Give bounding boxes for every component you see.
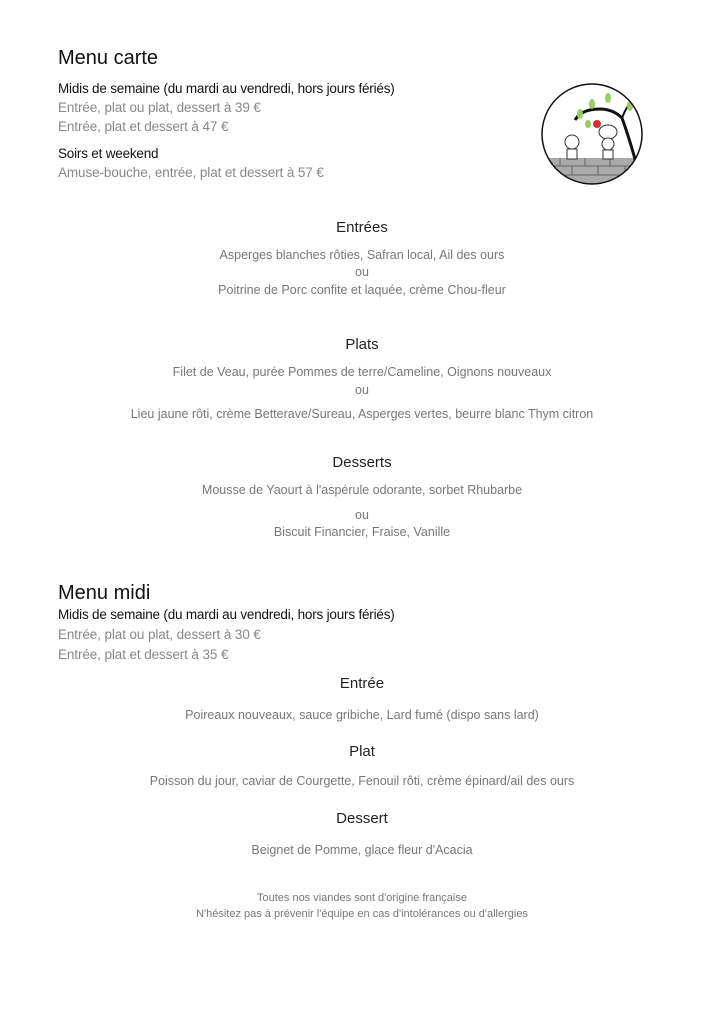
heading-desserts: Desserts: [332, 454, 392, 471]
heading-dessert: Dessert: [336, 810, 388, 827]
menu-item: Filet de Veau, purée Pommes de terre/Cameline, Oignons nouveaux: [172, 365, 552, 379]
heading-plat: Plat: [349, 743, 375, 760]
menu-item: Beignet de Pomme, glace fleur d'Acacia: [251, 843, 473, 857]
carte-midi-price-1: Entrée, plat ou plat, dessert à 39 €: [58, 100, 261, 115]
carte-soir-label: Soirs et weekend: [58, 146, 159, 161]
carte-midi-label: Midis de semaine (du mardi au vendredi, hors jours fériés): [58, 81, 395, 96]
menu-item-or: ou: [355, 265, 369, 279]
menu-item-or: ou: [355, 383, 369, 397]
restaurant-logo: [530, 80, 654, 188]
menu-midi-title: Menu midi: [58, 582, 151, 604]
menu-item-or: ou: [355, 508, 369, 522]
footer-origin-note: Toutes nos viandes sont d'origine française: [256, 892, 467, 904]
menu-item: Poireaux nouveaux, sauce gribiche, Lard fumé (dispo sans lard): [185, 708, 539, 722]
carte-midi-price-2: Entrée, plat et dessert à 47 €: [58, 119, 229, 134]
midi-label: Midis de semaine (du mardi au vendredi, hors jours fériés): [58, 607, 395, 622]
menu-item: Lieu jaune rôti, crème Betterave/Sureau, Asperges vertes, beurre blanc Thym citron: [130, 407, 594, 421]
midi-price-2: Entrée, plat et dessert à 35 €: [58, 647, 229, 662]
midi-price-1: Entrée, plat ou plat, dessert à 30 €: [58, 627, 261, 642]
menu-item: Poitrine de Porc confite et laquée, crème Chou-fleur: [218, 283, 506, 297]
footer-allergy-note: N'hésitez pas à prévenir l'équipe en cas d'intolérances ou d'allergies: [196, 908, 528, 920]
heading-entrees: Entrées: [336, 219, 388, 236]
heading-entree: Entrée: [339, 675, 385, 692]
carte-soir-price: Amuse-bouche, entrée, plat et dessert à 57 €: [58, 165, 324, 180]
menu-item: Biscuit Financier, Fraise, Vanille: [273, 525, 451, 539]
menu-item: Poisson du jour, caviar de Courgette, Fenouil rôti, crème épinard/ail des ours: [149, 774, 575, 788]
heading-plats: Plats: [345, 336, 379, 353]
menu-item: Mousse de Yaourt à l'aspérule odorante, sorbet Rhubarbe: [201, 483, 523, 497]
menu-item: Asperges blanches rôties, Safran local, Ail des ours: [219, 248, 505, 262]
menu-carte-title: Menu carte: [58, 47, 159, 69]
